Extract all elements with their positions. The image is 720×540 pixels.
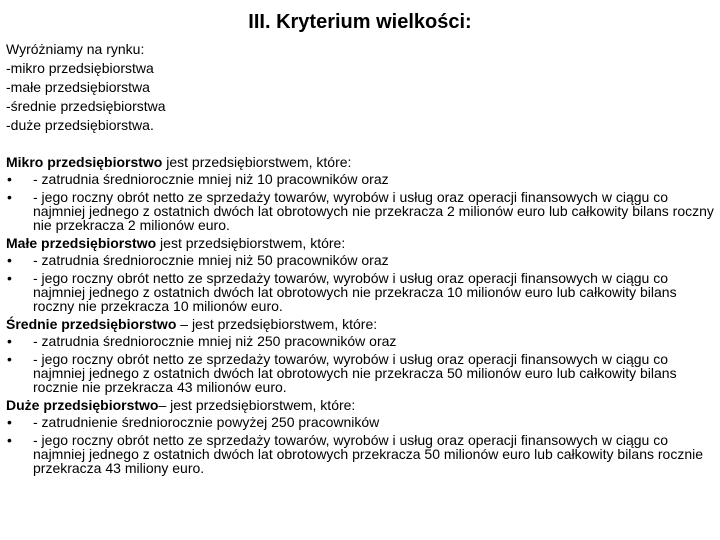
bullet-icon: • xyxy=(7,351,12,367)
list-item xyxy=(6,433,714,475)
list-item-text: - jego roczny obrót netto ze sprzedaży towarów, wyrobów i usług oraz operacji finansowych w ciągu co najmniej jednego z ostatnich dwóch lat obrotowych nie przekracza 50 milionów euro lub całkowity bilans rocznie nie przekracza 43 milionów euro. xyxy=(33,351,677,395)
intro-lead: Wyróżniamy na rynku: xyxy=(6,41,145,57)
list-item xyxy=(6,253,714,267)
list-item xyxy=(6,271,714,313)
section-heading xyxy=(6,398,714,412)
bullet-icon: • xyxy=(7,432,12,448)
list-item-text: - zatrudnia średniorocznie mniej niż 250 pracowników oraz xyxy=(33,333,397,349)
section-duze xyxy=(6,398,714,475)
bullet-icon: • xyxy=(7,414,12,430)
section-heading-rest: – jest przedsiębiorstwem, które: xyxy=(176,316,378,332)
definitions xyxy=(6,153,714,479)
section-heading-rest: jest przedsiębiorstwem, które: xyxy=(162,154,352,170)
list-item xyxy=(6,352,714,394)
section-heading-rest: jest przedsiębiorstwem, które: xyxy=(156,235,346,251)
section-heading-rest: – jest przedsiębiorstwem, które: xyxy=(158,397,356,413)
list-item-text: - jego roczny obrót netto ze sprzedaży towarów, wyrobów i usług oraz operacji finansowych w ciągu co najmniej jednego z ostatnich dwóch lat obrotowych nie przekracza 10 milionów euro lub całkowity bilans roczny nie przekracza 10 milionów euro. xyxy=(33,270,677,314)
list-item-text: - zatrudnienie średniorocznie powyżej 250 pracowników xyxy=(33,414,380,430)
section-srednie xyxy=(6,317,714,394)
intro-item: -średnie przedsiębiorstwa xyxy=(6,98,166,114)
section-term: Małe przedsiębiorstwo xyxy=(6,235,157,251)
intro-list xyxy=(6,40,706,135)
intro-item: -małe przedsiębiorstwa xyxy=(6,79,150,95)
intro-item: -mikro przedsiębiorstwa xyxy=(6,60,154,76)
list-item-text: - jego roczny obrót netto ze sprzedaży towarów, wyrobów i usług oraz operacji finansowych w ciągu co najmniej jednego z ostatnich dwóch lat obrotowych przekracza 50 milionów euro lub całkowity bilans rocznie przekracza 43 miliony euro. xyxy=(33,432,704,476)
bullet-icon: • xyxy=(7,270,12,286)
bullet-icon: • xyxy=(7,333,12,349)
bullet-icon: • xyxy=(7,171,12,187)
list-item xyxy=(6,334,714,348)
section-term: Mikro przedsiębiorstwo xyxy=(6,154,163,170)
section-heading xyxy=(6,236,714,250)
list-item-text: - jego roczny obrót netto ze sprzedaży towarów, wyrobów i usług oraz operacji finansowych w ciągu co najmniej jednego z ostatnich dwóch lat obrotowych nie przekracza 2 milionów euro lub całkowity bilans roczny nie przekracza 2 milionów euro. xyxy=(33,189,714,233)
list-item-text: - zatrudnia średniorocznie mniej niż 50 pracowników oraz xyxy=(33,252,389,268)
section-heading xyxy=(6,155,714,169)
section-male xyxy=(6,236,714,313)
list-item xyxy=(6,415,714,429)
bullet-icon: • xyxy=(7,189,12,205)
section-heading xyxy=(6,317,714,331)
bullet-icon: • xyxy=(7,252,12,268)
intro-item: -duże przedsiębiorstwa. xyxy=(6,117,154,133)
list-item-text: - zatrudnia średniorocznie mniej niż 10 pracowników oraz xyxy=(33,171,389,187)
list-item xyxy=(6,172,714,186)
section-mikro xyxy=(6,155,714,232)
page-title: III. Kryterium wielkości: xyxy=(248,11,472,33)
section-term: Duże przedsiębiorstwo xyxy=(6,397,159,413)
list-item xyxy=(6,190,714,232)
section-term: Średnie przedsiębiorstwo xyxy=(6,316,177,332)
